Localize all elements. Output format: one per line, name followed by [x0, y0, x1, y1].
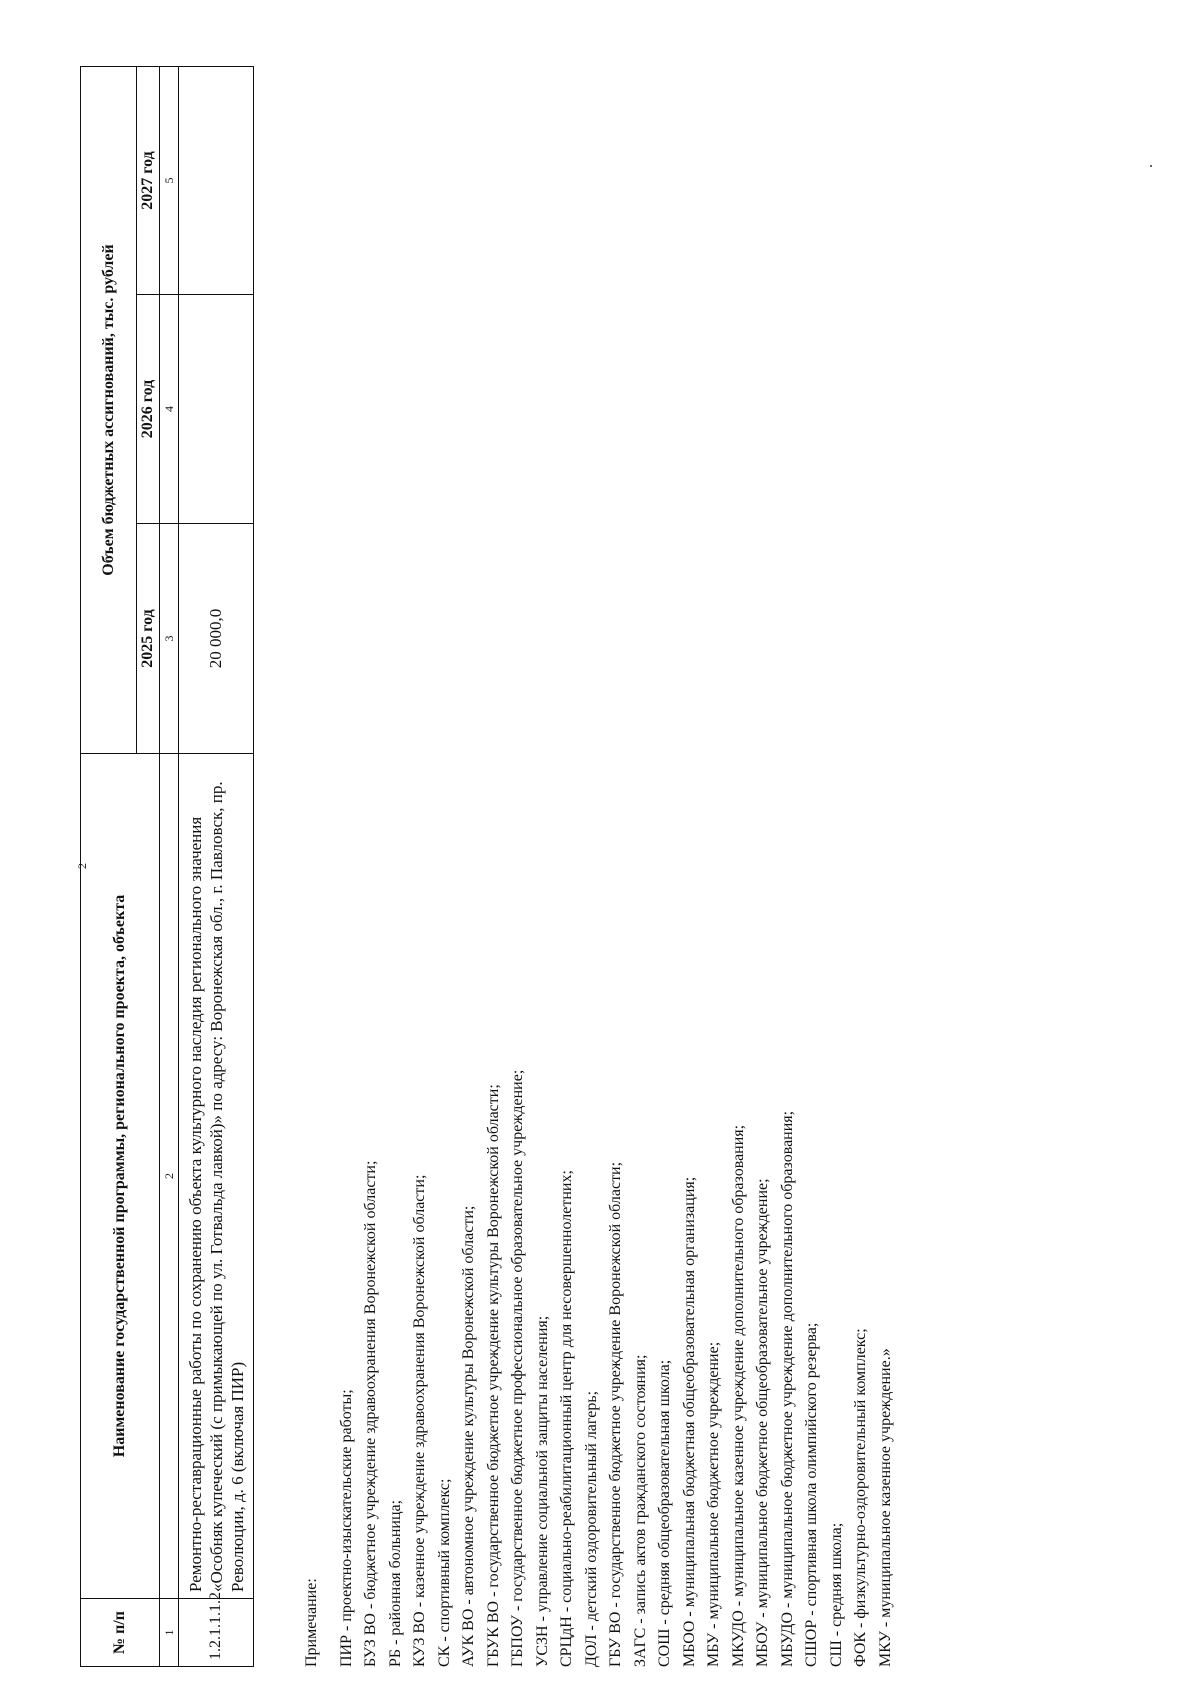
- amount-2027: [179, 67, 254, 295]
- abbreviation-item: ГБУК ВО - государственное бюджетное учреждение культуры Воронежской области;: [484, 1084, 502, 1667]
- abbreviation-item: ЗАГС - запись актов гражданского состояния;: [631, 1354, 649, 1667]
- object-name-line: «Особняк купеческий (с примыкающей по ул. Готвальда лавкой)» по адресу: Воронежская обл., г. Павловск, пр.: [206, 781, 226, 1592]
- row-number: 1.2.1.1.1.2: [179, 1599, 254, 1667]
- volume-column-header: Объем бюджетных ассигнований, тыс. рублей: [81, 67, 137, 754]
- abbreviation-item: МКУ - муниципальное казенное учреждение.»: [876, 1348, 894, 1667]
- abbreviation-item: ПИР - проектно-изыскательские работы;: [337, 1389, 355, 1667]
- abbreviation-item: СК - спортивный комплекс;: [435, 1478, 453, 1667]
- column-index: 3: [160, 524, 179, 754]
- abbreviation-item: МБУДО - муниципальное бюджетное учреждение дополнительного образования;: [778, 1110, 796, 1667]
- page-number: 2: [75, 863, 89, 869]
- column-index: 5: [160, 67, 179, 295]
- abbreviation-item: СОШ - средняя общеобразовательная школа;: [656, 1359, 673, 1667]
- abbreviation-item: УСЗН - управление социальной защиты населения;: [533, 1315, 551, 1667]
- year-header-2027: 2027 год: [137, 67, 160, 295]
- abbreviation-item: ГБПОУ - государственное бюджетное профессиональное образовательное учреждение;: [509, 1069, 526, 1667]
- abbreviation-item: РБ - районная больница;: [386, 1499, 404, 1667]
- abbreviation-item: ГБУ ВО - государственное бюджетное учреждение Воронежской области;: [607, 1161, 624, 1667]
- abbreviation-item: БУЗ ВО - бюджетное учреждение здравоохранения Воронежской области;: [362, 1160, 379, 1667]
- abbreviation-item: МБОО - муниципальная бюджетная общеобразовательная организация;: [680, 1176, 698, 1667]
- amount-2026: [179, 295, 254, 524]
- column-index: 1: [160, 1599, 179, 1667]
- notes-section: [300, 107, 898, 1667]
- abbreviation-item: КУЗ ВО - казенное учреждение здравоохранения Воронежской области;: [411, 1174, 428, 1667]
- budget-table: [80, 66, 254, 1667]
- column-index-row: [160, 67, 179, 1667]
- column-index: 4: [160, 295, 179, 524]
- year-header-2025: 2025 год: [137, 524, 160, 754]
- abbreviation-item: АУК ВО - автономное учреждение культуры Воронежской области;: [460, 1205, 477, 1667]
- abbreviation-item: СРЦдН - социально-реабилитационный центр для несовершеннолетних;: [558, 1170, 575, 1667]
- abbreviation-item: СШ - средняя школа;: [827, 1522, 845, 1667]
- year-header-2026: 2026 год: [137, 295, 160, 524]
- name-column-header: Наименование государственной программы, регионального проекта, объекта: [81, 754, 160, 1599]
- abbreviation-item: ДОЛ - детский оздоровительный лагерь;: [582, 1390, 600, 1667]
- object-name: [179, 754, 254, 1599]
- abbreviation-item: ФОК - физкультурно-оздоровительный комплекс;: [852, 1328, 869, 1667]
- table-row: [179, 67, 254, 1667]
- notes-title: Примечание:: [303, 1578, 320, 1667]
- scan-speck: [1150, 165, 1152, 167]
- header-row: [81, 67, 137, 1667]
- abbreviation-item: МБОУ - муниципальное бюджетное общеобразовательное учреждение;: [754, 1178, 771, 1667]
- abbreviation-item: СШОР - спортивная школа олимпийского резерва;: [803, 1322, 820, 1667]
- object-name-line: Революции, д. 6 (включая ПИР): [227, 1361, 247, 1592]
- num-column-header: № п/п: [81, 1599, 160, 1667]
- abbreviation-item: МКУДО - муниципальное казенное учреждение дополнительного образования;: [729, 1124, 747, 1667]
- amount-2025: 20 000,0: [179, 524, 254, 754]
- column-index: 2: [160, 754, 179, 1599]
- object-name-line: Ремонтно-реставрационные работы по сохранению объекта культурного наследия регионального значения: [185, 816, 205, 1592]
- abbreviation-item: МБУ - муниципальное бюджетное учреждение;: [705, 1341, 722, 1667]
